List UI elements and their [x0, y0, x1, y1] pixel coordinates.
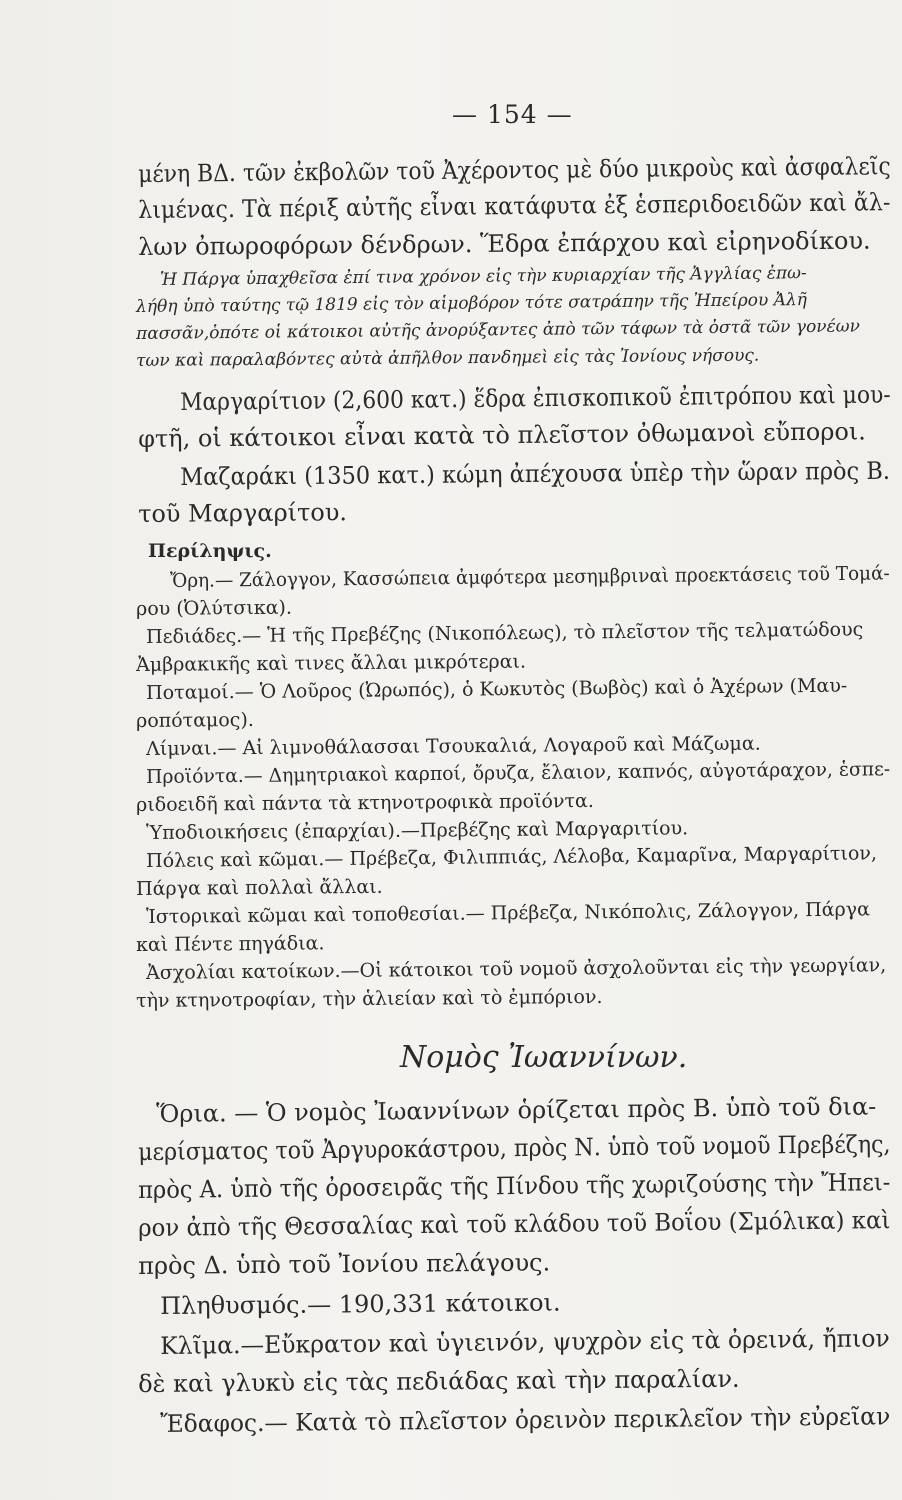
summary-line: Ὑποδιοικήσεις (ἐπαρχίαι).—Πρεβέζης καὶ Μαργαριτίου. — [146, 817, 689, 844]
summary-line: Ἀμβρακικῆς καὶ τινες ἄλλαι μικρότεραι. — [136, 650, 527, 676]
summary-line: ριδοειδῆ καὶ πάντα τὰ κτηνοτροφικὰ προϊόντα. — [136, 790, 594, 816]
text-line: Ὅρια. — Ὁ νομὸς Ἰωαννίνων ὁρίζεται πρὸς Β. ὑπὸ τοῦ δια- — [156, 1092, 877, 1128]
summary-line: ρου (Ὀλύτσικα). — [136, 596, 293, 620]
section-title: Νομὸς Ἰωαννίνων. — [400, 1040, 688, 1075]
text-line: λων ὀπωροφόρων δένδρων. Ἕδρα ἐπάρχου καὶ εἰρηνοδίκου. — [138, 226, 871, 261]
text-line: Πληθυσμός.— 190,331 κάτοικοι. — [160, 1288, 561, 1320]
summary-line: καὶ Πέντε πηγάδια. — [136, 932, 325, 956]
text-line: Κλῖμα.—Εὔκρατον καὶ ὑγιεινόν, ψυχρὸν εἰς τὰ ὀρεινά, ἤπιον — [160, 1324, 890, 1360]
summary-line: Ἱστορικαὶ κῶμαι καὶ τοποθεσίαι.— Πρέβεζα, Νικόπολις, Ζάλογγον, Πάργα — [146, 898, 871, 928]
text-line: ρον ἀπὸ τῆς Θεσσαλίας καὶ τοῦ κλάδου τοῦ Βοΐου (Σμόλικα) καὶ — [138, 1206, 891, 1242]
text-line: Μαζαράκι (1350 κατ.) κώμη ἀπέχουσα ὑπὲρ τὴν ὥραν πρὸς Β. — [180, 456, 891, 491]
summary-line: τὴν κτηνοτροφίαν, τὴν ἁλιείαν καὶ τὸ ἐμπόριον. — [136, 985, 603, 1012]
summary-line: Ἀσχολίαι κατοίκων.—Οἱ κάτοικοι τοῦ νομοῦ ἀσχολοῦνται εἰς τὴν γεωργίαν, — [146, 954, 887, 984]
summary-line: Προϊόντα.— Δημητριακοὶ καρποί, ὄρυζα, ἔλαιον, καπνός, αὐγοτάραχον, ἑσπε- — [146, 758, 891, 788]
note-line: Ἡ Πάργα ὑπαχθεῖσα ἐπί τινα χρόνον εἰς τὴν κυριαρχίαν τῆς Ἀγγλίας ἐπω- — [160, 263, 807, 290]
note-line: λήθη ὑπὸ ταύτης τῷ 1819 εἰς τὸν αἱμοβόρον τότε σατράπην τῆς Ἠπείρου Ἀλῆ — [136, 289, 808, 317]
text-line: Ἔδαφος.— Κατὰ τὸ πλεῖστον ὀρεινὸν περικλεῖον τὴν εὐρεῖαν — [160, 1402, 891, 1438]
summary-line: Πόλεις καὶ κῶμαι.— Πρέβεζα, Φιλιππιάς, Λέλοβα, Καμαρῖνα, Μαργαρίτιον, — [146, 842, 878, 872]
summary-line: ροπόταμος). — [136, 708, 254, 732]
text-line: δὲ καὶ γλυκὺ εἰς τὰς πεδιάδας καὶ τὴν παραλίαν. — [138, 1364, 740, 1398]
text-line: μερίσματος τοῦ Ἀργυροκάστρου, πρὸς Ν. ὑπὸ τοῦ νομοῦ Πρεβέζης, — [138, 1130, 891, 1166]
text-line: Μαργαρίτιον (2,600 κατ.) ἕδρα ἐπισκοπικοῦ ἐπιτρόπου καὶ μου- — [180, 380, 891, 416]
page-number: — 154 — — [452, 100, 573, 129]
summary-line: Πάργα καὶ πολλαὶ ἄλλαι. — [136, 875, 383, 900]
summary-line: Πεδιάδες.— Ἡ τῆς Πρεβέζης (Νικοπόλεως), τὸ πλεῖστον τῆς τελματώδους — [146, 618, 864, 648]
summary-line: Λίμναι.— Αἱ λιμνοθάλασσαι Τσουκαλιά, Λογαροῦ καὶ Μάζωμα. — [146, 732, 761, 760]
text-line: φτῆ, οἱ κάτοικοι εἶναι κατὰ τὸ πλεῖστον ὀθωμανοὶ εὔποροι. — [138, 417, 867, 453]
text-line: μένη ΒΔ. τῶν ἐκβολῶν τοῦ Ἀχέροντος μὲ δύο μικροὺς καὶ ἀσφαλεῖς — [138, 152, 891, 188]
text-line: λιμένας. Τὰ πέριξ αὐτῆς εἶναι κατάφυτα ἐξ ἑσπεριδοειδῶν καὶ ἄλ- — [138, 188, 891, 224]
text-line: πρὸς Α. ὑπὸ τῆς ὀροσειρᾶς τῆς Πίνδου τῆς χωριζούσης τὴν Ἤπει- — [138, 1168, 891, 1204]
note-line: πασσᾶν,ὁπότε οἱ κάτοικοι αὐτῆς ἀνορύξαντες ἀπὸ τῶν τάφων τὰ ὀστᾶ τῶν γονέων — [136, 316, 861, 344]
text-line: πρὸς Δ. ὑπὸ τοῦ Ἰονίου πελάγους. — [138, 1248, 551, 1280]
text-line: τοῦ Μαργαρίτου. — [138, 498, 348, 528]
summary-heading: Περίληψις. — [148, 540, 272, 562]
note-line: των καὶ παραλαβόντες αὐτὰ ἀπῆλθον πανδημεὶ εἰς τὰς Ἰονίους νήσους. — [136, 345, 760, 371]
summary-line: Ποταμοί.— Ὁ Λοῦρος (Ὠρωπός), ὁ Κωκυτὸς (Βωβὸς) καὶ ὁ Ἀχέρων (Μαυ- — [146, 674, 848, 704]
summary-line: Ὄρη.— Ζάλογγον, Κασσώπεια ἀμφότερα μεσημβριναὶ προεκτάσεις τοῦ Τομά- — [170, 562, 890, 592]
